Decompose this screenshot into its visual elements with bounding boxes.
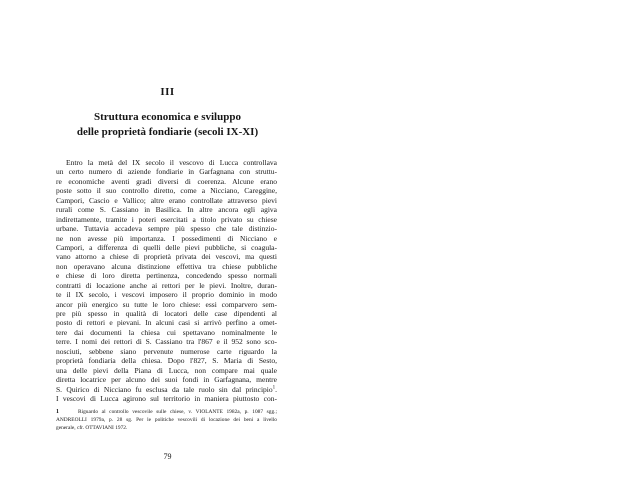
footnote-text: Riguardo al controllo vescovile sulle chiese, v. VIOLANTE 1982a, p. 1087 sgg.; [78,409,277,415]
body-line: Campori, Cascio e Vallico; altre erano controllate attraverso pievi [56,195,277,205]
footnote-line-1 [56,408,277,416]
chapter-title [60,110,275,140]
body-line: non operavano alcuna distinzione effettiva tra chiese pubbliche [56,261,277,271]
body-line: e chiese di loro diretta pertinenza, concedendo spesso normali [56,271,277,281]
body-line: diretta locatrice per alcuno dei suoi fondi in Garfagnana, mentre [56,375,277,385]
body-line: rurali come S. Cassiano in Basilica. In altre ancora egli agiva [56,205,277,215]
body-line: tere dai documenti la chiesa cui spettavano nominalmente le [56,327,277,337]
footnote-marker: 1 [56,409,59,415]
body-line: un certo numero di aziende fondiarie in Garfagnana con struttu- [56,167,277,177]
footnotes [56,408,277,432]
footnote-line-3: generale, cfr. OTTAVIANI 1972. [56,425,128,432]
body-line: terre. I nomi dei rettori di S. Cassiano tra l'867 e il 952 sono sco- [56,337,277,347]
body-line: ancor più energico su tutte le loro chiese: essi comparvero sem- [56,299,277,309]
body-line: posto di rettori e pievani. In alcuni casi si arrivò perfino a omet- [56,318,277,328]
body-text [56,158,277,403]
footnote-line-2: ANDREOLLI 1979a, p. 28 sg. Per le politiche vescovili di locazione dei beni a livello [56,417,277,424]
body-line: I vescovi di Lucca agirono sul territorio in maniera piuttosto con- [56,393,277,403]
body-line: urbane. Tuttavia accadeva sempre più spesso che tale distinzio- [56,224,277,234]
chapter-title-line-1: Struttura economica e sviluppo [94,111,241,123]
body-line: vano attorno a chiese di proprietà privata dei vescovi, ma questi [56,252,277,262]
chapter-number: III [160,86,175,98]
body-line: pre più spesso in qualità di locatori delle case dipendenti al [56,309,277,318]
body-line: re economiche aventi gradi diversi di coerenza. Alcune erano [56,176,277,186]
body-line: Campori, a differenza di quelli delle pievi pubbliche, si coagula- [56,242,277,252]
body-line: poste sotto il suo controllo diretto, come a Nicciano, Careggine, [56,186,277,196]
body-line-text: S. Quirico di Nicciano fu esclusa da tale ruolo sin dal principio [56,384,273,394]
body-line: nosciuti, sebbene siano pervenute numerose carte riguardo la [56,346,277,356]
body-line-with-footnote: S. Quirico di Nicciano fu esclusa da tale ruolo sin dal principio$^1$. [56,384,277,394]
body-line: contratti di locazione anche ai rettori per le pievi. Inoltre, duran- [56,280,277,290]
body-line: una delle pievi della Piana di Lucca, non compare mai quale [56,365,277,375]
page-number: 79 [163,452,172,461]
body-line: Entro la metà del IX secolo il vescovo di Lucca controllava [66,158,277,167]
body-line: te il IX secolo, i vescovi imposero il proprio dominio in modo [56,290,277,300]
body-line: indirettamente, tramite i poteri esercitati a titolo privato su chiese [56,214,277,224]
chapter-title-line-2: delle proprietà fondiarie (secoli IX-XI) [76,126,259,138]
body-line: ne non avesse più importanza. I possedimenti di Nicciano e [56,233,277,243]
body-line: proprietà fondiaria della chiesa. Dopo l'827, S. Maria di Sesto, [56,356,277,366]
footnote-reference[interactable]: 1 [272,385,276,390]
